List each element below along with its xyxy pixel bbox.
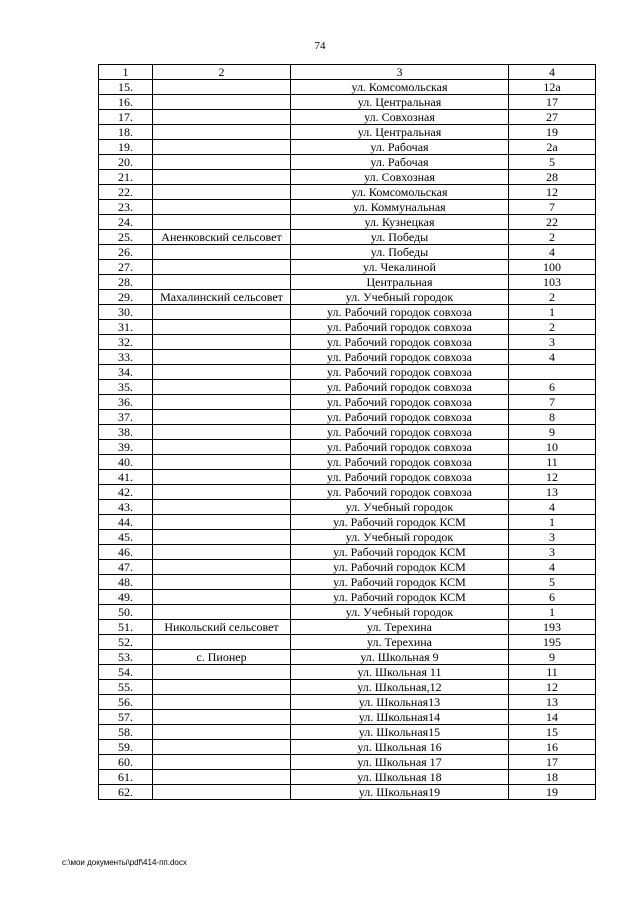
table-row	[99, 425, 596, 440]
table-row	[99, 80, 596, 95]
council-cell	[153, 140, 291, 155]
table-row	[99, 680, 596, 695]
row-number-cell: 28.	[99, 275, 153, 290]
table-row	[99, 740, 596, 755]
house-number-cell: 2	[509, 230, 596, 245]
house-number-cell: 2а	[509, 140, 596, 155]
house-number-cell: 7	[509, 200, 596, 215]
row-number-cell: 34.	[99, 365, 153, 380]
table-row	[99, 395, 596, 410]
table-row	[99, 380, 596, 395]
house-number-cell: 7	[509, 395, 596, 410]
house-number-cell: 22	[509, 215, 596, 230]
street-cell: ул. Рабочий городок совхоза	[291, 410, 509, 425]
row-number-cell: 44.	[99, 515, 153, 530]
row-number-cell: 50.	[99, 605, 153, 620]
street-cell: ул. Рабочий городок совхоза	[291, 470, 509, 485]
street-cell: ул. Учебный городок	[291, 500, 509, 515]
street-cell: ул. Учебный городок	[291, 605, 509, 620]
council-cell	[153, 305, 291, 320]
council-cell: Аненковский сельсовет	[153, 230, 291, 245]
house-number-cell: 12	[509, 470, 596, 485]
council-cell	[153, 395, 291, 410]
street-cell: Центральная	[291, 275, 509, 290]
header-col-4: 4	[509, 65, 596, 80]
council-cell	[153, 110, 291, 125]
row-number-cell: 46.	[99, 545, 153, 560]
table-row	[99, 635, 596, 650]
council-cell	[153, 185, 291, 200]
street-cell: ул. Школьная13	[291, 695, 509, 710]
council-cell	[153, 530, 291, 545]
row-number-cell: 38.	[99, 425, 153, 440]
street-cell: ул. Школьная15	[291, 725, 509, 740]
table-row	[99, 335, 596, 350]
row-number-cell: 59.	[99, 740, 153, 755]
house-number-cell: 6	[509, 380, 596, 395]
council-cell	[153, 680, 291, 695]
house-number-cell: 9	[509, 650, 596, 665]
council-cell	[153, 545, 291, 560]
street-cell: ул. Рабочий городок совхоза	[291, 380, 509, 395]
table-row	[99, 215, 596, 230]
house-number-cell: 11	[509, 665, 596, 680]
table-row	[99, 575, 596, 590]
table-row	[99, 365, 596, 380]
council-cell	[153, 410, 291, 425]
council-cell	[153, 605, 291, 620]
house-number-cell: 5	[509, 575, 596, 590]
footer-file-path: c:\мои документы\pdf\414-пп.docx	[62, 858, 187, 867]
house-number-cell: 18	[509, 770, 596, 785]
council-cell	[153, 500, 291, 515]
house-number-cell: 103	[509, 275, 596, 290]
house-number-cell: 14	[509, 710, 596, 725]
street-cell: ул. Рабочий городок совхоза	[291, 485, 509, 500]
table-row	[99, 95, 596, 110]
council-cell	[153, 95, 291, 110]
council-cell	[153, 590, 291, 605]
house-number-cell: 17	[509, 755, 596, 770]
street-cell: ул. Рабочий городок КСМ	[291, 515, 509, 530]
row-number-cell: 33.	[99, 350, 153, 365]
council-cell	[153, 740, 291, 755]
row-number-cell: 20.	[99, 155, 153, 170]
house-number-cell: 11	[509, 455, 596, 470]
council-cell	[153, 665, 291, 680]
council-cell	[153, 770, 291, 785]
house-number-cell: 13	[509, 695, 596, 710]
street-cell: ул. Совхозная	[291, 110, 509, 125]
street-cell: ул. Рабочий городок совхоза	[291, 350, 509, 365]
street-cell: ул. Школьная 17	[291, 755, 509, 770]
house-number-cell: 1	[509, 305, 596, 320]
council-cell	[153, 125, 291, 140]
row-number-cell: 35.	[99, 380, 153, 395]
council-cell	[153, 275, 291, 290]
council-cell	[153, 215, 291, 230]
row-number-cell: 19.	[99, 140, 153, 155]
table-row	[99, 620, 596, 635]
council-cell	[153, 260, 291, 275]
row-number-cell: 53.	[99, 650, 153, 665]
table-row	[99, 560, 596, 575]
council-cell: Никольский сельсовет	[153, 620, 291, 635]
street-cell: ул. Чекалиной	[291, 260, 509, 275]
table-row	[99, 110, 596, 125]
table-row	[99, 410, 596, 425]
row-number-cell: 62.	[99, 785, 153, 800]
table-row	[99, 350, 596, 365]
street-cell: ул. Комсомольская	[291, 80, 509, 95]
council-cell: Махалинский сельсовет	[153, 290, 291, 305]
street-cell: ул. Победы	[291, 230, 509, 245]
table-row	[99, 530, 596, 545]
street-cell: ул. Рабочий городок совхоза	[291, 425, 509, 440]
council-cell	[153, 245, 291, 260]
header-col-1: 1	[99, 65, 153, 80]
row-number-cell: 56.	[99, 695, 153, 710]
council-cell	[153, 380, 291, 395]
council-cell	[153, 80, 291, 95]
row-number-cell: 25.	[99, 230, 153, 245]
house-number-cell: 3	[509, 545, 596, 560]
table-row	[99, 725, 596, 740]
council-cell	[153, 425, 291, 440]
council-cell	[153, 335, 291, 350]
row-number-cell: 24.	[99, 215, 153, 230]
council-cell	[153, 695, 291, 710]
row-number-cell: 48.	[99, 575, 153, 590]
street-cell: ул. Школьная 16	[291, 740, 509, 755]
street-cell: ул. Рабочий городок КСМ	[291, 575, 509, 590]
council-cell	[153, 710, 291, 725]
street-cell: ул. Победы	[291, 245, 509, 260]
table-row	[99, 155, 596, 170]
house-number-cell: 6	[509, 590, 596, 605]
council-cell	[153, 455, 291, 470]
council-cell	[153, 470, 291, 485]
street-cell: ул. Центральная	[291, 95, 509, 110]
street-cell: ул. Школьная,12	[291, 680, 509, 695]
street-cell: ул. Кузнецкая	[291, 215, 509, 230]
street-cell: ул. Учебный городок	[291, 530, 509, 545]
house-number-cell: 193	[509, 620, 596, 635]
header-col-3: 3	[291, 65, 509, 80]
house-number-cell: 4	[509, 245, 596, 260]
house-number-cell: 4	[509, 560, 596, 575]
row-number-cell: 15.	[99, 80, 153, 95]
house-number-cell: 100	[509, 260, 596, 275]
table-row	[99, 245, 596, 260]
table-row	[99, 185, 596, 200]
council-cell	[153, 350, 291, 365]
house-number-cell: 1	[509, 605, 596, 620]
street-cell: ул. Рабочий городок КСМ	[291, 560, 509, 575]
table-row	[99, 710, 596, 725]
table-row	[99, 200, 596, 215]
table-row	[99, 260, 596, 275]
table-row	[99, 140, 596, 155]
council-cell	[153, 755, 291, 770]
row-number-cell: 32.	[99, 335, 153, 350]
street-cell: ул. Рабочий городок КСМ	[291, 590, 509, 605]
street-cell: ул. Рабочий городок совхоза	[291, 305, 509, 320]
house-number-cell: 4	[509, 500, 596, 515]
row-number-cell: 18.	[99, 125, 153, 140]
table-row	[99, 485, 596, 500]
street-cell: ул. Коммунальная	[291, 200, 509, 215]
row-number-cell: 22.	[99, 185, 153, 200]
row-number-cell: 23.	[99, 200, 153, 215]
street-cell: ул. Терехина	[291, 635, 509, 650]
page-number: 74	[314, 40, 326, 52]
table-row	[99, 500, 596, 515]
street-cell: ул. Учебный городок	[291, 290, 509, 305]
street-cell: ул. Рабочий городок совхоза	[291, 455, 509, 470]
table-row	[99, 170, 596, 185]
house-number-cell: 12а	[509, 80, 596, 95]
street-cell: ул. Школьная14	[291, 710, 509, 725]
row-number-cell: 39.	[99, 440, 153, 455]
row-number-cell: 30.	[99, 305, 153, 320]
street-cell: ул. Школьная19	[291, 785, 509, 800]
house-number-cell: 2	[509, 320, 596, 335]
row-number-cell: 37.	[99, 410, 153, 425]
house-number-cell: 9	[509, 425, 596, 440]
house-number-cell: 17	[509, 95, 596, 110]
house-number-cell: 5	[509, 155, 596, 170]
house-number-cell: 13	[509, 485, 596, 500]
table-row	[99, 455, 596, 470]
table-row	[99, 590, 596, 605]
council-cell	[153, 725, 291, 740]
table-row	[99, 755, 596, 770]
council-cell	[153, 785, 291, 800]
council-cell	[153, 170, 291, 185]
header-col-2: 2	[153, 65, 291, 80]
row-number-cell: 52.	[99, 635, 153, 650]
table-row	[99, 230, 596, 245]
table-row	[99, 695, 596, 710]
row-number-cell: 58.	[99, 725, 153, 740]
street-cell: ул. Рабочая	[291, 140, 509, 155]
council-cell	[153, 440, 291, 455]
row-number-cell: 54.	[99, 665, 153, 680]
council-cell	[153, 560, 291, 575]
table-row	[99, 320, 596, 335]
table-row	[99, 470, 596, 485]
row-number-cell: 26.	[99, 245, 153, 260]
house-number-cell: 16	[509, 740, 596, 755]
council-cell	[153, 320, 291, 335]
row-number-cell: 36.	[99, 395, 153, 410]
table-row	[99, 125, 596, 140]
house-number-cell: 1	[509, 515, 596, 530]
address-table	[98, 64, 596, 800]
street-cell: ул. Рабочий городок КСМ	[291, 545, 509, 560]
table-row	[99, 515, 596, 530]
street-cell: ул. Рабочий городок совхоза	[291, 335, 509, 350]
house-number-cell: 195	[509, 635, 596, 650]
table-header-row	[99, 65, 596, 80]
house-number-cell: 28	[509, 170, 596, 185]
row-number-cell: 45.	[99, 530, 153, 545]
house-number-cell: 12	[509, 680, 596, 695]
row-number-cell: 43.	[99, 500, 153, 515]
row-number-cell: 40.	[99, 455, 153, 470]
row-number-cell: 29.	[99, 290, 153, 305]
row-number-cell: 31.	[99, 320, 153, 335]
row-number-cell: 21.	[99, 170, 153, 185]
house-number-cell: 3	[509, 335, 596, 350]
house-number-cell: 3	[509, 530, 596, 545]
row-number-cell: 61.	[99, 770, 153, 785]
row-number-cell: 51.	[99, 620, 153, 635]
council-cell: с. Пионер	[153, 650, 291, 665]
street-cell: ул. Школьная 11	[291, 665, 509, 680]
table-row	[99, 290, 596, 305]
council-cell	[153, 200, 291, 215]
table-row	[99, 665, 596, 680]
row-number-cell: 57.	[99, 710, 153, 725]
street-cell: ул. Школьная 9	[291, 650, 509, 665]
council-cell	[153, 155, 291, 170]
council-cell	[153, 365, 291, 380]
house-number-cell	[509, 365, 596, 380]
council-cell	[153, 485, 291, 500]
house-number-cell: 10	[509, 440, 596, 455]
street-cell: ул. Совхозная	[291, 170, 509, 185]
house-number-cell: 8	[509, 410, 596, 425]
row-number-cell: 47.	[99, 560, 153, 575]
street-cell: ул. Центральная	[291, 125, 509, 140]
street-cell: ул. Терехина	[291, 620, 509, 635]
row-number-cell: 55.	[99, 680, 153, 695]
row-number-cell: 60.	[99, 755, 153, 770]
table-row	[99, 305, 596, 320]
house-number-cell: 4	[509, 350, 596, 365]
street-cell: ул. Рабочий городок совхоза	[291, 440, 509, 455]
street-cell: ул. Комсомольская	[291, 185, 509, 200]
house-number-cell: 19	[509, 125, 596, 140]
table-row	[99, 440, 596, 455]
house-number-cell: 2	[509, 290, 596, 305]
row-number-cell: 41.	[99, 470, 153, 485]
table-row	[99, 785, 596, 800]
table-row	[99, 275, 596, 290]
council-cell	[153, 635, 291, 650]
row-number-cell: 42.	[99, 485, 153, 500]
row-number-cell: 17.	[99, 110, 153, 125]
house-number-cell: 27	[509, 110, 596, 125]
table-row	[99, 650, 596, 665]
row-number-cell: 16.	[99, 95, 153, 110]
row-number-cell: 27.	[99, 260, 153, 275]
table-row	[99, 770, 596, 785]
house-number-cell: 19	[509, 785, 596, 800]
row-number-cell: 49.	[99, 590, 153, 605]
table-row	[99, 605, 596, 620]
street-cell: ул. Рабочая	[291, 155, 509, 170]
street-cell: ул. Рабочий городок совхоза	[291, 365, 509, 380]
street-cell: ул. Рабочий городок совхоза	[291, 320, 509, 335]
council-cell	[153, 575, 291, 590]
street-cell: ул. Школьная 18	[291, 770, 509, 785]
council-cell	[153, 515, 291, 530]
table-row	[99, 545, 596, 560]
street-cell: ул. Рабочий городок совхоза	[291, 395, 509, 410]
house-number-cell: 12	[509, 185, 596, 200]
house-number-cell: 15	[509, 725, 596, 740]
